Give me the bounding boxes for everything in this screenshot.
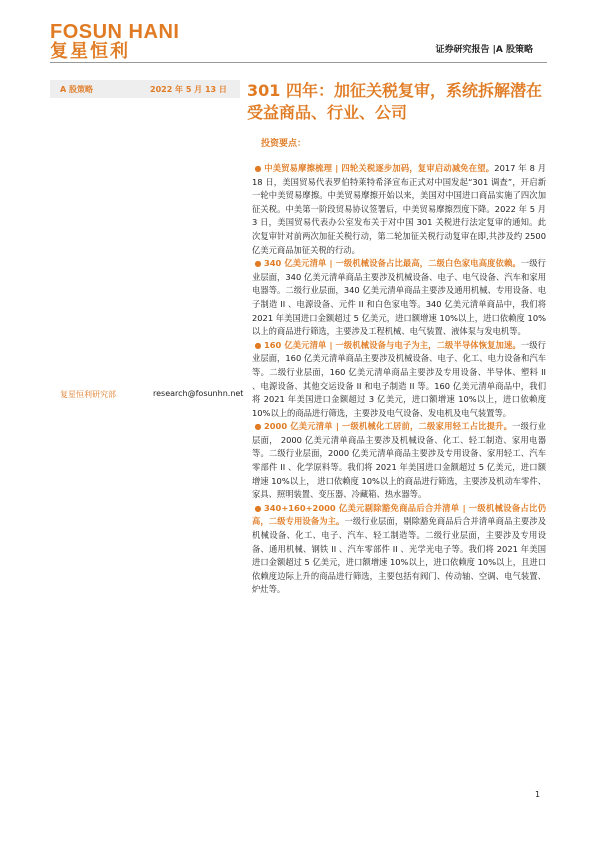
bullet-icon: ● bbox=[254, 422, 262, 432]
contact-email[interactable]: research@fosunhn.net bbox=[153, 389, 244, 398]
company-logo bbox=[50, 22, 179, 62]
report-category: A 股策略 bbox=[60, 85, 93, 94]
logo-english: FOSUN HANI bbox=[50, 21, 180, 43]
report-title: 301 四年：加征关税复审，系统拆解潜在受益商品、行业、公司 bbox=[247, 81, 542, 122]
bullet-icon: ● bbox=[254, 164, 262, 173]
header-divider bbox=[50, 62, 547, 63]
bullet-icon: ● bbox=[254, 503, 262, 513]
bullet-icon: ● bbox=[254, 340, 262, 350]
section-paragraph bbox=[252, 420, 546, 502]
research-department: 复星恒利研究部 bbox=[60, 390, 116, 399]
section-text: 一级行业层面，340 亿美元清单商品主要涉及机械设备、电子、电气设备、汽车和家用电器等。二级行业层面，340 亿美元清单商品主要涉及通用机械、专用设备、电子制造 II 、电源设备、元件 II 和白色家电等。340 亿美元清单商品中，我们将 2021 年美国进口金额超过 5 亿美元，进口额增速 10%以上，进口依赖度 10%以上的商品进行筛选，主要涉及工程机械、电气装置、液体泵与发电机等。 bbox=[252, 258, 546, 337]
section-highlight: 2000 亿美元清单 | 一级机械化工居前，二级家用轻工占比提升。 bbox=[264, 421, 513, 432]
report-type: 证券研究报告 |A 股策略 bbox=[435, 45, 533, 55]
section-highlight: 中美贸易摩擦梳理 | 四轮关税逐步加码，复审启动减免在望。 bbox=[264, 163, 495, 173]
page-number: 1 bbox=[535, 790, 541, 799]
section-paragraph bbox=[252, 257, 546, 339]
investment-highlights-heading: 投资要点： bbox=[261, 139, 307, 149]
section-highlight: 340 亿美元清单 | 一级机械设备占比最高，二级白色家电高度依赖。 bbox=[264, 258, 521, 269]
section-paragraph bbox=[252, 502, 546, 597]
report-body bbox=[252, 162, 546, 597]
section-text: 2017 年 8 月 18 日，美国贸易代表罗伯特莱特希泽宣布正式对中国发起“301 调查”，开启新一轮中美贸易摩擦。中美贸易摩擦开始以来，美国对中国进口商品实施了四次加征关税。中美第一阶段贸易协议签署后，中美贸易摩擦烈度下降。2022 年 5 月 3 日，美国贸易代表办公室发布关于对中国 301 关税进行法定复审的通知。此次复审针对前两次加征关税行动，第二轮加征关税行动复审在即,共涉及约 2500 亿美元商品加征关税的行动。 bbox=[252, 163, 546, 255]
bullet-icon: ● bbox=[254, 259, 262, 269]
logo-chinese: 复星恒利 bbox=[50, 41, 130, 62]
section-text: 一级行业层面，160 亿美元清单商品主要涉及机械设备、电子、化工、电力设备和汽车等。二级行业层面，160 亿美元清单商品主要涉及专用设备、半导体、塑料 II 、电源设备、其他交运设备 II 和电子制造 II 等。160 亿美元清单商品中，我们将 2021 年美国进口金额超过 3 亿美元，进口额增速 10%以上，进口依赖度 10%以上的商品进行筛选，主要涉及电气设备、发电机及电气装置等。 bbox=[252, 339, 546, 418]
section-text: 一级行业层面，剔除豁免商品后合并清单商品主要涉及机械设备、化工、电子、汽车、轻工制造等。二级行业层面，主要涉及专用设备、通用机械、钢铁 II 、汽车零部件 II 、光学光电子等。我们将 2021 年美国进口金额超过 5 亿美元，进口额增速 10%以上，进口依赖度 10%以上，且进口依赖度边际上升的商品进行筛选，主要包括有阀门、传动轴、空调、电气装置、炉灶等。 bbox=[252, 516, 546, 595]
section-paragraph bbox=[252, 339, 546, 421]
report-date: 2022 年 5 月 13 日 bbox=[150, 85, 227, 94]
section-highlight: 340+160+2000 亿美元剔除豁免商品后合并清单 | 一级机械设备占比仍高，二级专用设备为主。 bbox=[252, 502, 546, 527]
section-highlight: 160 亿美元清单 | 一级机械设备与电子为主，二级半导体恢复加速。 bbox=[264, 339, 521, 350]
section-paragraph bbox=[252, 162, 546, 257]
section-text: 一级行业层面， 2000 亿美元清单商品主要涉及机械设备、化工、轻工制造、家用电器等。二级行业层面，2000 亿美元清单商品主要涉及专用设备、家用轻工、汽车零部件 II 、化学原料等。我们将 2021 年美国进口金额超过 5 亿美元，进口额增速 10%以上， 进口依赖度 10%以上的商品进行筛选，主要涉及机动车零件、家具、照明装置、变压器、冷藏箱、热水器等。 bbox=[252, 421, 546, 500]
